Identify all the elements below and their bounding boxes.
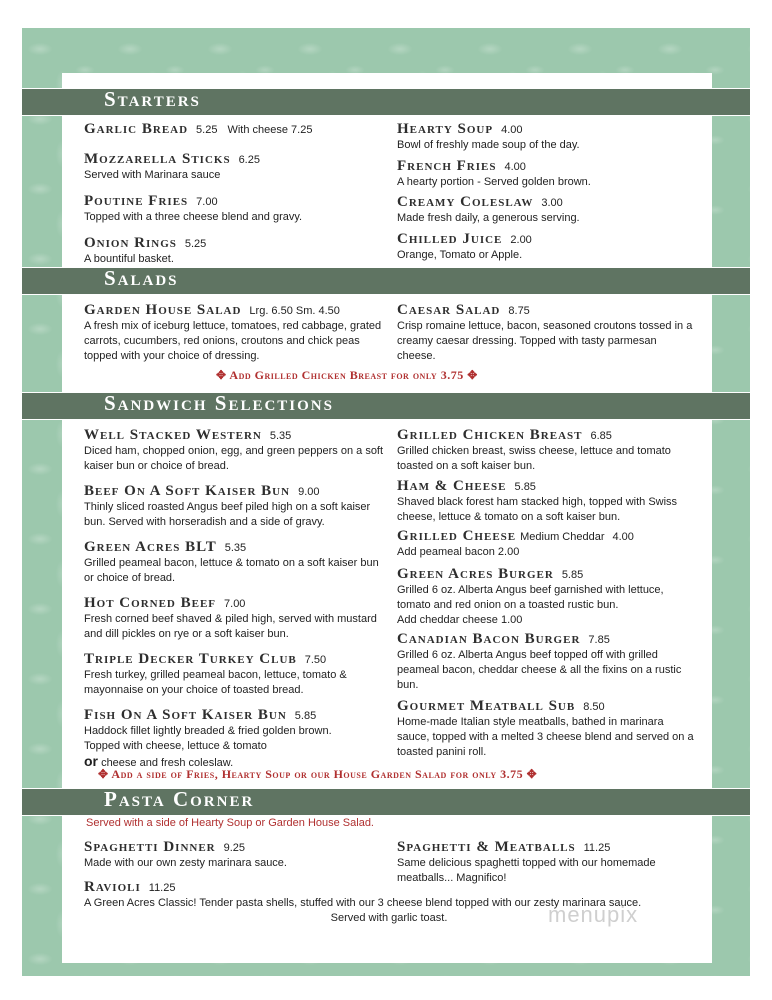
item-desc: Bowl of freshly made soup of the day. [397, 139, 580, 151]
addon-text: Add a side of Fries, Hearty Soup or our House Garden Salad for only 3.75 [111, 767, 524, 781]
menu-item-green-acres-burger [397, 565, 697, 628]
item-desc: Crisp romaine lettuce, bacon, seasoned croutons tossed in a creamy caesar dressing. Topped with tasty parmesan cheese. [397, 320, 693, 362]
menu-item-corned-beef [84, 594, 384, 642]
salads-header [22, 267, 750, 295]
menu-item-hearty-soup [397, 120, 697, 153]
menu-item-caesar-salad [397, 301, 697, 364]
item-desc: Thinly sliced roasted Angus beef piled high on a soft kaiser bun. Served with horseradish and a side of gravy. [84, 501, 371, 528]
menu-item-blt [84, 538, 384, 586]
item-desc: Fresh turkey, grilled peameal bacon, lettuce, tomato & mayonnaise on your choice of toasted bread. [84, 669, 347, 696]
item-price: 5.35 [269, 430, 292, 442]
starters-title: Starters [104, 87, 201, 111]
item-desc-2: Add cheddar cheese 1.00 [397, 614, 523, 626]
item-name: Hearty Soup [397, 121, 494, 137]
item-name: French Fries [397, 158, 497, 174]
item-desc: Grilled peameal bacon, lettuce & tomato on a soft kaiser bun or choice of bread. [84, 557, 379, 584]
item-name: Ravioli [84, 879, 141, 895]
item-name: Ham & Cheese [397, 478, 507, 494]
item-price: 5.85 [294, 710, 317, 722]
menu-item-turkey-club [84, 650, 384, 698]
item-desc: Grilled 6 oz. Alberta Angus beef garnished with lettuce, tomato and red onion on a toasted rustic bun. [397, 584, 664, 611]
item-name: Triple Decker Turkey Club [84, 651, 297, 667]
menu-item-onion-rings [84, 234, 384, 267]
item-price: 7.85 [588, 634, 610, 646]
item-desc-2: Served with garlic toast. [330, 912, 448, 924]
pasta-header [22, 788, 750, 816]
or-text: or [84, 753, 98, 769]
starters-header [22, 88, 750, 116]
menu-item-juice [397, 230, 697, 263]
item-price: 11.25 [583, 842, 611, 854]
menu-item-garden-salad [84, 301, 384, 364]
item-desc: Orange, Tomato or Apple. [397, 249, 523, 261]
diamond-icon: ✥ [526, 767, 538, 781]
item-desc: Served with Marinara sauce [84, 169, 221, 181]
menu-item-grilled-cheese [397, 527, 697, 560]
item-name: Green Acres BLT [84, 539, 217, 555]
item-price: 5.85 [514, 481, 536, 493]
item-price: 5.35 [224, 542, 247, 554]
menu-item-western [84, 426, 384, 474]
item-name: Spaghetti Dinner [84, 839, 216, 855]
item-name: Grilled Chicken Breast [397, 427, 583, 443]
item-price: 5.85 [561, 569, 584, 581]
item-name: Garden House Salad [84, 302, 242, 318]
item-price: 4.00 [504, 161, 526, 173]
item-price: 7.50 [304, 654, 327, 666]
item-price: 8.50 [583, 701, 605, 713]
diamond-icon: ✥ [98, 767, 109, 781]
diamond-icon: ✥ [467, 368, 478, 382]
item-name: Creamy Coleslaw [397, 194, 534, 210]
item-price: 7.00 [224, 598, 246, 610]
item-extra: With cheese 7.25 [227, 124, 313, 136]
item-price: 3.00 [541, 197, 563, 209]
item-price: 5.25 [184, 238, 207, 250]
item-price: 6.85 [590, 430, 612, 442]
menu-item-chicken-breast [397, 426, 697, 474]
menu-item-fish [84, 706, 384, 771]
item-extra: Medium Cheddar [520, 531, 605, 543]
menu-item-mozzarella [84, 150, 384, 183]
item-name: Spaghetti & Meatballs [397, 839, 576, 855]
item-name: Mozzarella Sticks [84, 151, 231, 167]
item-desc: Diced ham, chopped onion, egg, and green peppers on a soft kaiser bun or choice of bread. [84, 445, 384, 472]
item-price: 11.25 [148, 882, 176, 894]
item-name: Gourmet Meatball Sub [397, 698, 576, 714]
item-price: 9.25 [223, 842, 246, 854]
watermark: menupix [548, 902, 639, 927]
item-desc: Home-made Italian style meatballs, bathed in marinara sauce, topped with a melted 3 cheese blend and served on a toasted panini roll. [397, 716, 694, 758]
item-price: Lrg. 6.50 Sm. 4.50 [249, 305, 340, 317]
addon-text: Add Grilled Chicken Breast for only 3.75 [229, 368, 464, 382]
item-price: 8.75 [508, 305, 530, 317]
menu-item-meatball-sub [397, 697, 697, 760]
salads-title: Salads [104, 266, 179, 290]
item-desc: Shaved black forest ham stacked high, topped with Swiss cheese, lettuce & tomato on a soft kaiser bun. [397, 496, 678, 523]
menu-item-ham-cheese [397, 477, 697, 525]
item-desc: Made fresh daily, a generous serving. [397, 212, 580, 224]
item-desc: Haddock fillet lightly breaded & fried golden brown. Topped with cheese, lettuce & tomato [84, 725, 332, 752]
menu-item-garlic-bread [84, 120, 384, 138]
menu-item-beef-kaiser [84, 482, 384, 530]
item-desc: Grilled 6 oz. Alberta Angus beef topped off with grilled peameal bacon, cheddar cheese & all the fixins on a rustic bun. [397, 649, 682, 691]
sandwiches-title: Sandwich Selections [104, 391, 334, 415]
item-desc: Topped with a three cheese blend and gravy. [84, 211, 303, 223]
menu-item-spaghetti-dinner [84, 838, 384, 871]
item-price: 2.00 [510, 234, 532, 246]
salad-addon [216, 368, 478, 383]
item-desc: A fresh mix of iceburg lettuce, tomatoes, red cabbage, grated carrots, cucumbers, red onions, croutons and chick peas topped with your choice of dressing. [84, 320, 382, 362]
menu-item-bacon-burger [397, 630, 697, 693]
item-desc: Made with our own zesty marinara sauce. [84, 857, 287, 869]
menu-item-poutine [84, 192, 384, 225]
item-name: Green Acres Burger [397, 566, 554, 582]
pasta-note: Served with a side of Hearty Soup or Garden House Salad. [82, 815, 378, 831]
item-desc-2: cheese and fresh coleslaw. [101, 757, 234, 769]
item-desc: Grilled chicken breast, swiss cheese, lettuce and tomato toasted on a soft kaiser bun. [397, 445, 671, 472]
item-desc: Fresh corned beef shaved & piled high, served with mustard and dill pickles on rye or a soft kaiser bun. [84, 613, 377, 640]
item-price: 9.00 [298, 486, 320, 498]
menu-item-french-fries [397, 157, 697, 190]
item-desc: Same delicious spaghetti topped with our homemade meatballs... Magnifico! [397, 857, 656, 884]
item-price: 5.25 [196, 124, 218, 136]
pasta-title: Pasta Corner [104, 787, 255, 811]
item-desc: Add peameal bacon 2.00 [397, 546, 520, 558]
item-desc: A Green Acres Classic! Tender pasta shells, stuffed with our 3 cheese blend topped with our zesty marinara sauce. [84, 897, 642, 909]
sandwich-addon [98, 767, 537, 782]
item-name: Garlic Bread [84, 121, 189, 137]
item-name: Well Stacked Western [84, 427, 262, 443]
item-name: Beef On A Soft Kaiser Bun [84, 483, 291, 499]
item-desc: A bountiful basket. [84, 253, 174, 265]
item-name: Canadian Bacon Burger [397, 631, 581, 647]
item-name: Grilled Cheese [397, 528, 517, 544]
item-name: Poutine Fries [84, 193, 189, 209]
item-price: 6.25 [238, 154, 260, 166]
item-desc: A hearty portion - Served golden brown. [397, 176, 591, 188]
item-name: Fish On A Soft Kaiser Bun [84, 707, 287, 723]
item-price: 4.00 [501, 124, 523, 136]
item-name: Caesar Salad [397, 302, 501, 318]
item-price: 7.00 [196, 196, 218, 208]
item-price: 4.00 [612, 531, 634, 543]
item-name: Hot Corned Beef [84, 595, 217, 611]
sandwiches-header [22, 392, 750, 420]
item-name: Onion Rings [84, 235, 177, 251]
menu-item-coleslaw [397, 193, 697, 226]
item-name: Chilled Juice [397, 231, 503, 247]
diamond-icon: ✥ [216, 368, 227, 382]
